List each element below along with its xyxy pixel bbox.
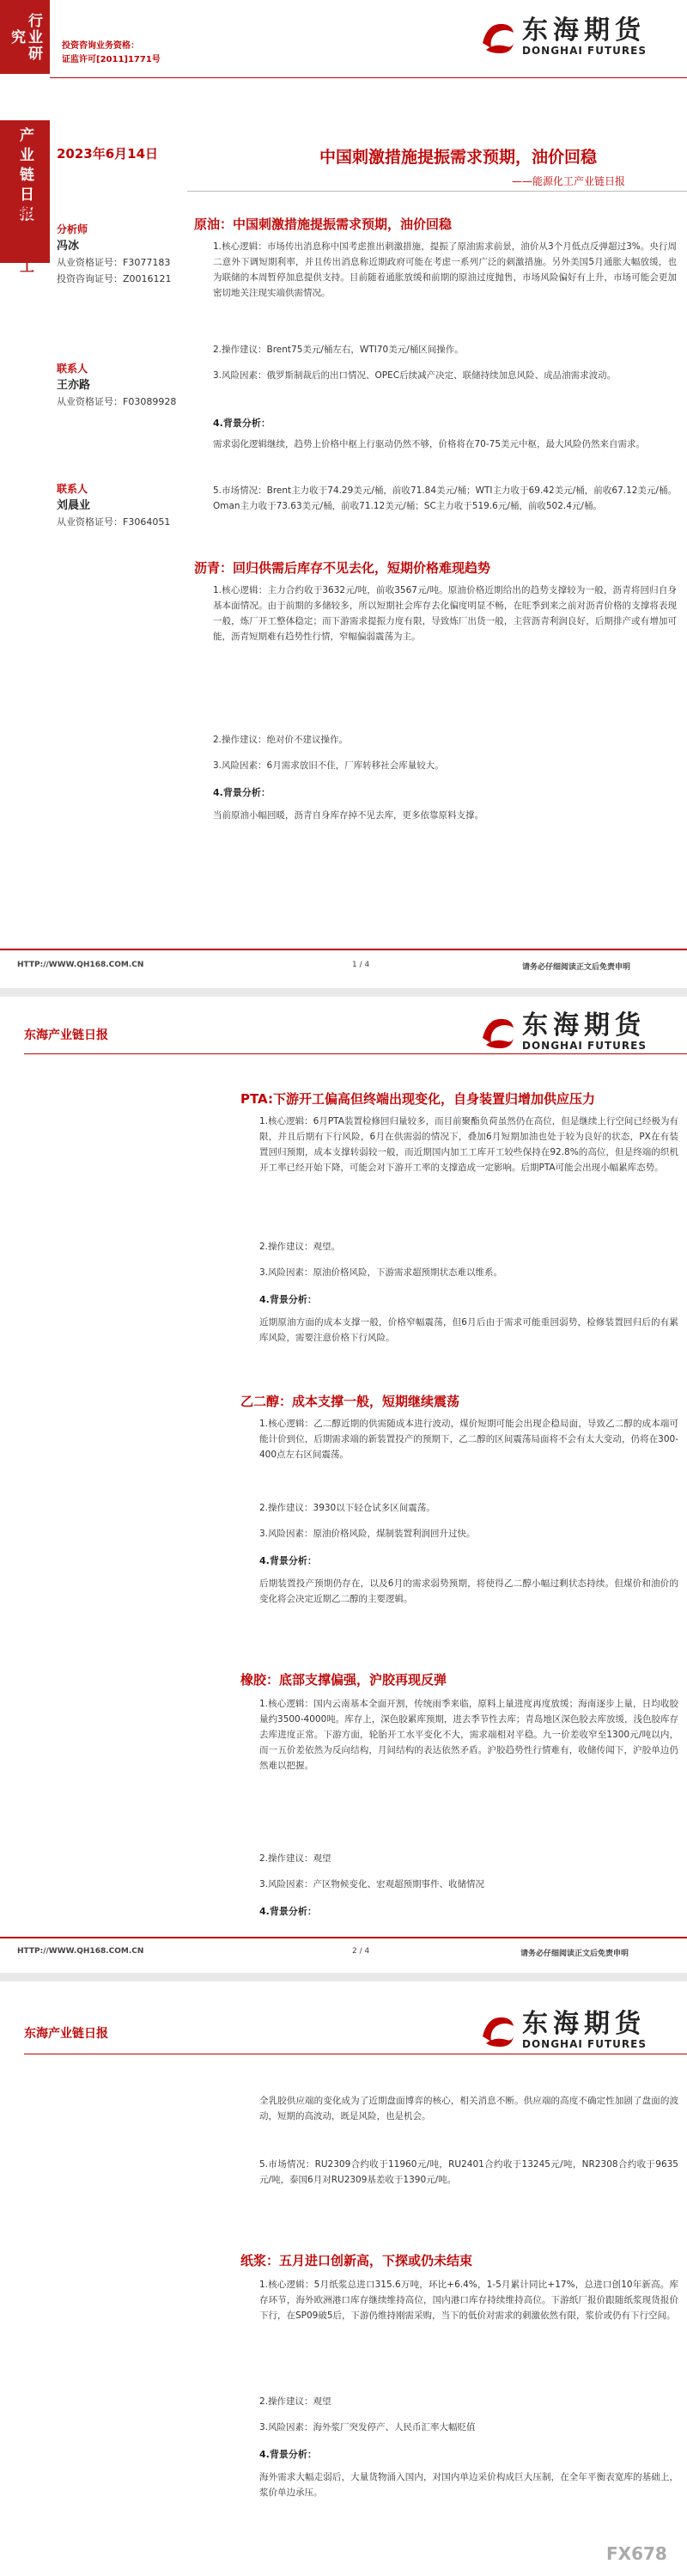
meg-section-title: 乙二醇：成本支撑一般，短期继续震荡: [240, 1394, 460, 1409]
crude-risk: 3.风险因素：俄罗斯制裁后的出口情况、OPEC后续减产决定、联储持续加息风险、成品油需求波动。: [213, 370, 617, 381]
logo-chinese: 东海期货: [522, 15, 646, 46]
analyst-block-2: [57, 361, 185, 410]
logo-english: DONGHAI FUTURES: [522, 2038, 647, 2050]
meg-operation: 2.操作建议：3930以下轻仓试多区间震荡。: [259, 1503, 435, 1513]
crude-outlook: 需求弱化逻辑继续，趋势上价格中枢上行驱动仍然不够，价格将在70-75美元中枢，最大风险仍然来自需求。: [213, 439, 646, 449]
crude-outlook-label: 4.背景分析：: [213, 418, 271, 429]
analyst-role: 联系人: [57, 483, 88, 495]
footer-page: 1 / 4: [352, 961, 370, 969]
pulp-operation: 2.操作建议：观望: [259, 2396, 331, 2407]
analyst-name: 冯冰: [57, 240, 80, 253]
logo-chinese: 东海期货: [522, 2009, 646, 2039]
rubber-market: 5.市场情况：RU2309合约收于11960元/吨，RU2401合约收于13245元/吨，NR2308合约收于9635元/吨，泰国6月对RU2309基差收于1390元/吨。: [259, 2159, 678, 2185]
dragon-emblem-icon: [477, 2011, 517, 2050]
analyst-name: 刘晨业: [57, 499, 91, 512]
asphalt-section-title: 沥青：回归供需后库存不见去化，短期价格难现趋势: [194, 560, 491, 576]
title-divider: [187, 191, 687, 192]
rubber-continued: 全乳胶供应端的变化成为了近期盘面博弈的核心，相关消息不断。供应端的高度不确定性加剧了盘面的波动，短期的高波动，既是风险，也是机会。: [259, 2096, 678, 2121]
donghai-logo: [477, 1012, 647, 1052]
page-header-title: 东海产业链日报: [24, 2027, 108, 2041]
logo-english: DONGHAI FUTURES: [522, 45, 647, 57]
pta-operation: 2.操作建议：观望。: [259, 1242, 341, 1252]
crude-market: 5.市场情况：Brent主力收于74.29美元/桶，前收71.84美元/桶；WTI主力收于69.42美元/桶，前收67.12美元/桶。Oman主力收于73.63美元/桶，前收71.12美元/桶；SC主力收于519.6元/桶，前收502.4元/桶。: [213, 485, 677, 511]
analyst-block-3: [57, 481, 185, 530]
asphalt-core-logic: 1.核心逻辑：主力合约收于3632元/吨，前收3567元/吨。原油价格近期给出的趋势支撑较为一般，沥青将回归自身基本面情况。由于前期的多储较多，所以短期社会库存去化偏度明显不畅，在旺季到来之前对沥青价格的支撑将表现一般，炼厂开工整体稳定；而下游需求提振力度有限，导致炼厂出货一般，主营沥青利润良好，后期排产或有增加可能，沥青短期难有趋势性行情，窄幅偏弱震荡为主。: [213, 585, 677, 642]
header-divider: [24, 1053, 687, 1054]
footer-url: HTTP://WWW.QH168.COM.CN: [17, 961, 144, 969]
pulp-outlook: 海外需求大幅走弱后，大量货物涌入国内，对国内单边采价构成巨大压制，在全年平衡表宽库的基础上，浆价单边承压。: [259, 2472, 678, 2498]
crude-operation: 2.操作建议：Brent75美元/桶左右，WTI70美元/桶区间操作。: [213, 345, 464, 355]
pta-outlook-label: 4.背景分析：: [259, 1294, 317, 1305]
analyst-license: 投资咨询证号：Z0016121: [57, 273, 172, 284]
page-separator: [0, 988, 687, 997]
footer-url: HTTP://WWW.QH168.COM.CN: [17, 1947, 144, 1956]
asphalt-risk: 3.风险因素：6月需求放旧不佳，厂库转移社会库量较大。: [213, 760, 444, 771]
subtitle: ——能源化工产业链日报: [512, 175, 626, 187]
footer-divider: [0, 949, 687, 950]
license-line-2: 证监许可[2011]1771号: [62, 55, 161, 64]
meg-outlook-label: 4.背景分析：: [259, 1555, 317, 1566]
pulp-risk: 3.风险因素：海外浆厂突发停产、人民币汇率大幅贬值: [259, 2422, 476, 2433]
pta-risk: 3.风险因素：原油价格风险，下游需求超预期状态难以维系。: [259, 1267, 503, 1278]
analyst-license: 从业资格证号：F3077183: [57, 257, 171, 268]
asphalt-operation: 2.操作建议：绝对价不建议操作。: [213, 735, 349, 745]
vertical-tab-industry: 行业研究: [0, 0, 50, 74]
analyst-license: 从业资格证号：F3064051: [57, 516, 171, 528]
main-title: 中国刺激措施提振需求预期，油价回稳: [319, 148, 598, 167]
pulp-outlook-label: 4.背景分析：: [259, 2449, 317, 2460]
rubber-risk: 3.风险因素：产区物候变化、宏观超预期事件、收储情况: [259, 1879, 485, 1889]
footer-divider: [0, 1937, 687, 1938]
meg-risk: 3.风险因素：原油价格风险，煤制装置利润回升过快。: [259, 1529, 476, 1539]
asphalt-outlook: 当前原油小幅回暖，沥青自身库存掉不见去库，更多依靠原料支撑。: [213, 810, 483, 821]
logo-chinese: 东海期货: [522, 1010, 646, 1041]
report-date: 2023年6月14日: [57, 146, 159, 162]
pta-outlook: 近期原油方面的成本支撑一般，价格窄幅震荡，但6月后由于需求可能重回弱势，检修装置回归后的有累库风险，需要注意价格下行风险。: [259, 1317, 678, 1343]
footer-disclaimer: 请务必仔细阅读正文后免责申明: [520, 1950, 629, 1958]
page-header-title: 东海产业链日报: [24, 1029, 108, 1042]
rubber-outlook-label: 4.背景分析：: [259, 1906, 317, 1917]
pta-section-title: PTA:下游开工偏高但终端出现变化，自身装置归增加供应压力: [240, 1091, 595, 1107]
vertical-tab-energy: 能源化工: [16, 204, 33, 277]
footer-page: 2 / 4: [352, 1947, 370, 1956]
rubber-section-title: 橡胶：底部支撑偏强，沪胶再现反弹: [240, 1672, 447, 1688]
logo-english: DONGHAI FUTURES: [522, 1040, 647, 1052]
license-line-1: 投资咨询业务资格：: [62, 41, 139, 51]
analyst-block-1: [57, 222, 185, 287]
rubber-core-logic: 1.核心逻辑：国内云南基本全面开割，传统雨季来临，原料上量进度再度放缓；海南逐步上量，日均收胶量约3500-4000吨。库存上，深色胶累库预期，进去季节性去库；青岛地区深色胶去库放缓，浅色胶库存去库进度正常。下游方面，轮胎开工水平变化不大，需求端相对平稳。九一价差收窄至1300元/吨以内，而一五价差依然为反向结构，月间结构的表达依然矛盾。沪胶趋势性行情难有，收储传闻下，沪胶单边仍然难以把握。: [259, 1699, 678, 1771]
analyst-role: 分析师: [57, 223, 88, 235]
dragon-emblem-icon: [477, 1012, 517, 1052]
vertical-tab-chain: 产业链日报: [0, 120, 50, 263]
pulp-section-title: 纸浆：五月进口创新高，下探或仍未结束: [240, 2253, 473, 2268]
watermark: FX678: [606, 2543, 667, 2564]
pulp-core-logic: 1.核心逻辑：5月纸浆总进口315.6万吨，环比+6.4%，1-5月累计同比+17%，总进口创10年新高。库存环节，海外欧洲港口库存继续维持高位，国内港口库存持续维持高位。下游纸厂报价跟随纸浆现货报价下行，在SP09破5后，下游仍维持刚需采购，当下的低价对需求的刺激依然有限，浆价或仍有下行空间。: [259, 2280, 678, 2321]
header-divider: [50, 77, 687, 78]
crude-section-title: 原油：中国刺激措施提振需求预期，油价回稳: [194, 217, 453, 232]
meg-outlook: 后期装置投产预期仍存在，以及6月的需求弱势预期，将使得乙二醇小幅过剩状态持续。但煤价和油价的变化将会决定近期乙二醇的主要逻辑。: [259, 1578, 678, 1604]
asphalt-outlook-label: 4.背景分析：: [213, 787, 271, 798]
footer-disclaimer: 请务必仔细阅读正文后免责申明: [522, 963, 631, 972]
rubber-operation: 2.操作建议：观望: [259, 1853, 331, 1864]
dragon-emblem-icon: [477, 17, 517, 57]
analyst-name: 王亦路: [57, 379, 91, 392]
crude-core-logic: 1.核心逻辑：市场传出消息称中国考虑推出刺激措施，提振了原油需求前景，油价从3个月低点反弹超过3%。央行周二意外下调短期利率，并且传出消息称近期政府可能在考虑一系列广泛的刺激措施。另外美国5月通胀大幅放缓，也为联储的本周暂停加息提供支持。目前随着通胀放缓和前期的原油过度抛售，市场风险偏好有上升，市场可能会更加密切地关注现实端供需情况。: [213, 241, 677, 298]
pta-core-logic: 1.核心逻辑：6月PTA装置检修回归量较多，而目前聚酯负荷虽然仍在高位，但是继续上行空间已经极为有限，并且后期有下行风险，6月在供需弱的情况下，叠加6月短期加油也处于较为良好的状态，PX在有装置回归预期，成本支撑转弱较一般，而近期国内加工工库开工较些保持在92.8%的高位，但是终端的织机开工率已经开始下降，可能会对下游开工率的支撑造成一定影响。后期PTA可能会出现小幅累库态势。: [259, 1116, 678, 1173]
donghai-logo: [477, 2011, 647, 2050]
analyst-license: 从业资格证号：F03089928: [57, 396, 177, 407]
page-separator: [0, 1973, 687, 1981]
analyst-role: 联系人: [57, 363, 88, 375]
meg-core-logic: 1.核心逻辑：乙二醇近期的供需随成本进行波动，煤价短期可能会出现企稳局面，导致乙二醇的成本端可能计价到位，后期需求端的新装置投产的预期下，乙二醇的区间震荡局面将不会有太大变动，仍将在300-400点左右区间震荡。: [259, 1419, 678, 1460]
donghai-logo: [477, 17, 647, 57]
